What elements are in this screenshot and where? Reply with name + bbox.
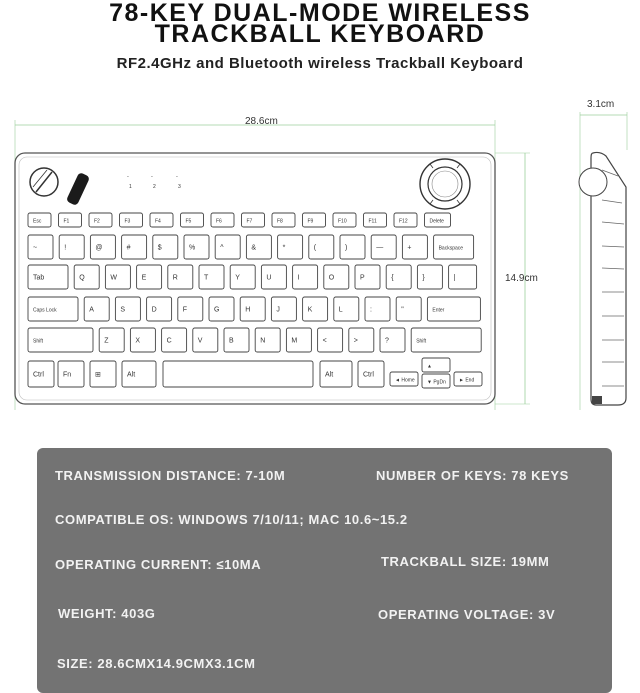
key-fn-f4-label: F4 (155, 218, 161, 225)
key-row1-7-label: & (251, 244, 257, 252)
key-row2-q-label: Q (79, 274, 85, 282)
key-row4-10-label: ? (385, 337, 389, 345)
key-row2-q (74, 265, 99, 289)
key-row5-0-label: Ctrl (33, 371, 44, 379)
key-row4-3 (162, 328, 187, 352)
key-row2-y (230, 265, 255, 289)
key-row3-k (303, 297, 328, 321)
key-row4-0-label: Shift (33, 338, 44, 345)
key-row2-sym-label: | (453, 274, 456, 282)
key-row1-11-label: — (376, 244, 384, 252)
key-row3-g (209, 297, 234, 321)
key-fn-f6 (211, 213, 234, 227)
key-row3-h (240, 297, 265, 321)
svg-text:ᵕ: ᵕ (176, 174, 178, 180)
key-fn-f5-label: F5 (185, 218, 192, 225)
key-row2-t (199, 265, 224, 289)
key-row4-5-label: B (229, 337, 234, 345)
key-row2-sym-label: { (391, 274, 394, 282)
key-row5-9 (454, 372, 482, 386)
spec-weight: WEIGHT: 403G (58, 606, 156, 621)
key-row2-e-label: E (141, 274, 147, 282)
key-row2-t-label: T (204, 274, 209, 282)
key-row4-4 (193, 328, 218, 352)
key-row2-sym-label: } (422, 274, 425, 282)
key-row2-p (355, 265, 380, 289)
key-row1-13-label: Backspace (438, 245, 464, 252)
key-fn-f9 (303, 213, 326, 227)
svg-text:3: 3 (178, 184, 181, 190)
key-row3-f-label: F (182, 306, 188, 314)
key-row2-o-label: O (328, 274, 335, 282)
key-row3-enter (427, 297, 480, 321)
key-row1-6-label: ^ (220, 244, 224, 252)
key-row3-l (334, 297, 359, 321)
key-fn-f5 (181, 213, 204, 227)
key-row5-1-label: Fn (63, 371, 72, 379)
key-row1-4-label: $ (157, 244, 162, 252)
key-row4-3-label: C (166, 337, 172, 345)
key-row1-1 (59, 235, 84, 259)
key-row2-tab (28, 265, 68, 289)
key-row1-9 (309, 235, 334, 259)
key-fn-f11 (364, 213, 387, 227)
key-row4-2 (130, 328, 155, 352)
key-row4-9-label: > (353, 337, 358, 345)
key-row1-5-label: % (189, 244, 196, 252)
key-row1-7 (246, 235, 271, 259)
key-row4-7 (286, 328, 311, 352)
key-row1-0-label: ~ (33, 244, 38, 252)
key-row1-10-label: ) (345, 244, 348, 252)
key-row4-11-label: Shift (416, 338, 427, 345)
key-row3-a (84, 297, 109, 321)
key-row2-tab-label: Tab (33, 274, 45, 282)
key-row3-h-label: H (245, 306, 251, 314)
key-arrow-down (422, 374, 450, 388)
key-row2-o (324, 265, 349, 289)
key-fn-f1 (59, 213, 82, 227)
key-row3-sym-label: " (401, 306, 404, 314)
key-row2-sym (417, 265, 442, 289)
key-row2-i-label: I (297, 274, 300, 282)
key-row3-caps-lock-label: Caps Lock (33, 307, 57, 314)
key-fn-f3 (120, 213, 143, 227)
key-row3-sym (396, 297, 421, 321)
key-row1-13 (434, 235, 474, 259)
key-row3-d (147, 297, 172, 321)
key-row3-a-label: A (89, 306, 94, 314)
key-row2-e (137, 265, 162, 289)
key-fn-f8-label: F8 (277, 218, 283, 225)
key-fn-esc-label: Esc (33, 218, 42, 225)
key-row3-sym (365, 297, 390, 321)
key-row1-1-label: ! (64, 244, 67, 252)
key-row1-8-label: * (282, 244, 286, 252)
key-row5-3-label: Alt (127, 371, 136, 379)
key-row5-5 (320, 361, 352, 387)
key-fn-f12-label: F12 (399, 218, 408, 225)
key-row4-8-label: < (322, 337, 327, 345)
key-row3-sym-label: : (370, 306, 372, 314)
width-label: 28.6cm (245, 116, 278, 127)
key-row5-1 (58, 361, 84, 387)
key-row3-d-label: D (151, 306, 157, 314)
svg-text:2: 2 (153, 184, 156, 190)
key-row1-3-label: # (126, 244, 131, 252)
key-row3-f (178, 297, 203, 321)
key-row4-4-label: V (197, 337, 203, 345)
depth-label: 3.1cm (587, 99, 615, 110)
key-fn-f2 (89, 213, 112, 227)
key-row4-1-label: Z (104, 337, 109, 345)
key-row1-2-label: @ (95, 244, 103, 252)
key-arrow-down-label: ▼ PgDn (427, 379, 446, 386)
key-row5-6-label: Ctrl (363, 371, 374, 379)
key-fn-f7 (242, 213, 265, 227)
title-line-2: TRACKBALL KEYBOARD (154, 20, 486, 48)
key-row4-11 (411, 328, 481, 352)
key-fn-f10 (333, 213, 356, 227)
key-row2-w-label: W (110, 274, 118, 282)
key-row5-2 (90, 361, 116, 387)
key-row2-i (293, 265, 318, 289)
key-row1-10 (340, 235, 365, 259)
keyboard-side-view (579, 152, 626, 405)
key-row4-6-label: N (260, 337, 266, 345)
key-row5-0 (28, 361, 54, 387)
trackball (420, 159, 470, 209)
key-fn-esc (28, 213, 51, 227)
key-fn-f8 (272, 213, 295, 227)
spec-trackball-size: TRACKBALL SIZE: 19MM (381, 554, 550, 569)
key-row1-5 (184, 235, 209, 259)
svg-text:1: 1 (129, 184, 132, 190)
key-row5-8 (422, 358, 450, 372)
key-row1-11 (371, 235, 396, 259)
key-row4-9 (349, 328, 374, 352)
key-row1-2 (90, 235, 115, 259)
key-fn-f3-label: F3 (124, 218, 131, 225)
key-row5-7 (390, 372, 418, 386)
key-row4-8 (318, 328, 343, 352)
height-label: 14.9cm (505, 273, 538, 284)
key-row5-8-label: ▲ (427, 363, 432, 370)
spec-operating-current: OPERATING CURRENT: ≤10MA (55, 557, 262, 572)
key-fn-delete (425, 213, 451, 227)
spec-operating-voltage: OPERATING VOLTAGE: 3V (378, 607, 556, 622)
key-row2-p-label: P (360, 274, 365, 282)
key-row3-s-label: S (120, 306, 126, 314)
key-fn-f1-label: F1 (63, 218, 70, 225)
key-row1-12-label: + (407, 244, 412, 252)
key-row5-2-label: ⊞ (95, 371, 101, 379)
dial-knob (30, 168, 58, 196)
key-row4-0 (28, 328, 93, 352)
key-fn-f6-label: F6 (216, 218, 222, 225)
title-line-1: 78-KEY DUAL-MODE WIRELESS (109, 0, 531, 27)
key-row1-12 (402, 235, 427, 259)
key-fn-f9-label: F9 (307, 218, 314, 225)
key-row2-sym (449, 265, 477, 289)
spec-transmission-distance: TRANSMISSION DISTANCE: 7-10M (55, 468, 286, 483)
spec-number-of-keys: NUMBER OF KEYS: 78 KEYS (376, 468, 569, 483)
key-row4-5 (224, 328, 249, 352)
svg-text:ᵕ: ᵕ (151, 174, 153, 180)
key-row3-g-label: G (214, 306, 220, 314)
key-row5-9-label: ► End (459, 377, 475, 384)
spec-size: SIZE: 28.6CMX14.9CMX3.1CM (57, 656, 256, 671)
key-fn-delete-label: Delete (429, 218, 444, 225)
key-row4-7-label: M (291, 337, 298, 345)
key-row2-w (105, 265, 130, 289)
key-row5-4 (163, 361, 313, 387)
key-row4-1 (99, 328, 124, 352)
key-fn-f2-label: F2 (94, 218, 100, 225)
key-row5-3 (122, 361, 156, 387)
key-row1-4 (153, 235, 178, 259)
key-row5-6 (358, 361, 384, 387)
key-row5-5-label: Alt (325, 371, 334, 379)
key-row2-y-label: Y (235, 274, 240, 282)
key-fn-f7-label: F7 (246, 218, 253, 225)
key-row2-u-label: U (266, 274, 272, 282)
subtitle: RF2.4GHz and Bluetooth wireless Trackball Keyboard (116, 55, 524, 72)
key-row4-2-label: X (135, 337, 141, 345)
key-fn-f11-label: F11 (368, 218, 377, 225)
key-fn-f12 (394, 213, 417, 227)
key-row1-6 (215, 235, 240, 259)
key-row3-caps-lock (28, 297, 78, 321)
key-row2-u (261, 265, 286, 289)
key-row5-7-label: ◄ Home (395, 377, 415, 384)
key-row1-0 (28, 235, 53, 259)
key-row1-9-label: ( (313, 244, 317, 252)
key-row2-r-label: R (172, 274, 178, 282)
key-row3-j (271, 297, 296, 321)
key-row4-6 (255, 328, 280, 352)
key-row1-8 (278, 235, 303, 259)
key-row4-10 (380, 328, 405, 352)
key-row3-j-label: J (276, 306, 280, 314)
key-row3-s (115, 297, 140, 321)
key-row3-l-label: L (338, 306, 343, 314)
svg-text:ᵕ: ᵕ (127, 174, 129, 180)
key-row3-k-label: K (307, 306, 313, 314)
key-row1-3 (122, 235, 147, 259)
key-fn-f4 (150, 213, 173, 227)
key-fn-f10-label: F10 (338, 218, 347, 225)
spec-compatible-os: COMPATIBLE OS: WINDOWS 7/10/11; MAC 10.6~15.2 (55, 512, 408, 527)
key-row2-sym (386, 265, 411, 289)
key-row2-r (168, 265, 193, 289)
key-row3-enter-label: Enter (432, 307, 445, 314)
